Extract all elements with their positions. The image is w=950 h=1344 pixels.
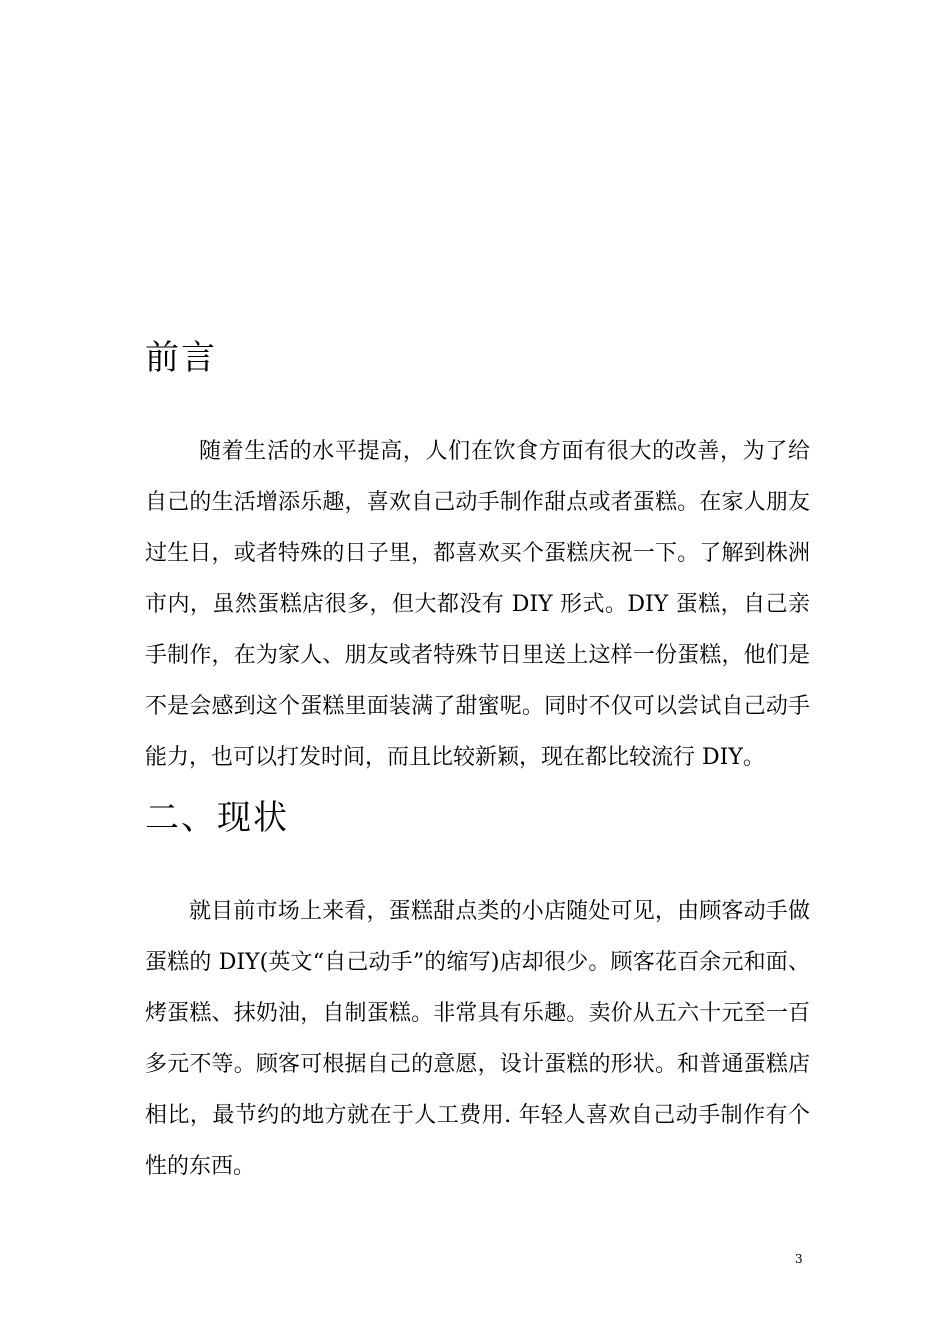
paragraph-line: 市内，虽然蛋糕店很多，但大都没有 DIY 形式。DIY 蛋糕，自己亲 bbox=[145, 592, 810, 617]
paragraph-line: 性的东西。 bbox=[145, 1154, 256, 1179]
paragraph-line: 手制作，在为家人、朋友或者特殊节日里送上这样一份蛋糕，他们是 bbox=[145, 643, 810, 668]
section-heading-preface: 前言 bbox=[145, 338, 217, 378]
paragraph-line: 就目前市场上来看，蛋糕甜点类的小店随处可见，由顾客动手做 bbox=[189, 899, 810, 924]
preface-paragraph bbox=[145, 426, 810, 783]
paragraph-line: 相比，最节约的地方就在于人工费用. 年轻人喜欢自己动手制作有个 bbox=[145, 1103, 810, 1128]
paragraph-line: 不是会感到这个蛋糕里面装满了甜蜜呢。同时不仅可以尝试自己动手 bbox=[145, 694, 810, 719]
paragraph-line: 能力，也可以打发时间，而且比较新颖，现在都比较流行 DIY。 bbox=[145, 745, 765, 770]
page-number: 3 bbox=[795, 1252, 803, 1266]
status-paragraph bbox=[145, 886, 810, 1192]
paragraph-line: 自己的生活增添乐趣，喜欢自己动手制作甜点或者蛋糕。在家人朋友 bbox=[145, 490, 810, 515]
paragraph-line: 蛋糕的 DIY(英文“自己动手”的缩写)店却很少。顾客花百余元和面、 bbox=[145, 950, 810, 975]
paragraph-line: 多元不等。顾客可根据自己的意愿，设计蛋糕的形状。和普通蛋糕店 bbox=[145, 1052, 810, 1077]
paragraph-line: 烤蛋糕、抹奶油，自制蛋糕。非常具有乐趣。卖价从五六十元至一百 bbox=[145, 1001, 810, 1026]
paragraph-line: 过生日，或者特殊的日子里，都喜欢买个蛋糕庆祝一下。了解到株洲 bbox=[145, 541, 810, 566]
section-heading-status: 二、现状 bbox=[145, 798, 289, 838]
paragraph-line: 随着生活的水平提高，人们在饮食方面有很大的改善，为了给 bbox=[199, 439, 810, 464]
